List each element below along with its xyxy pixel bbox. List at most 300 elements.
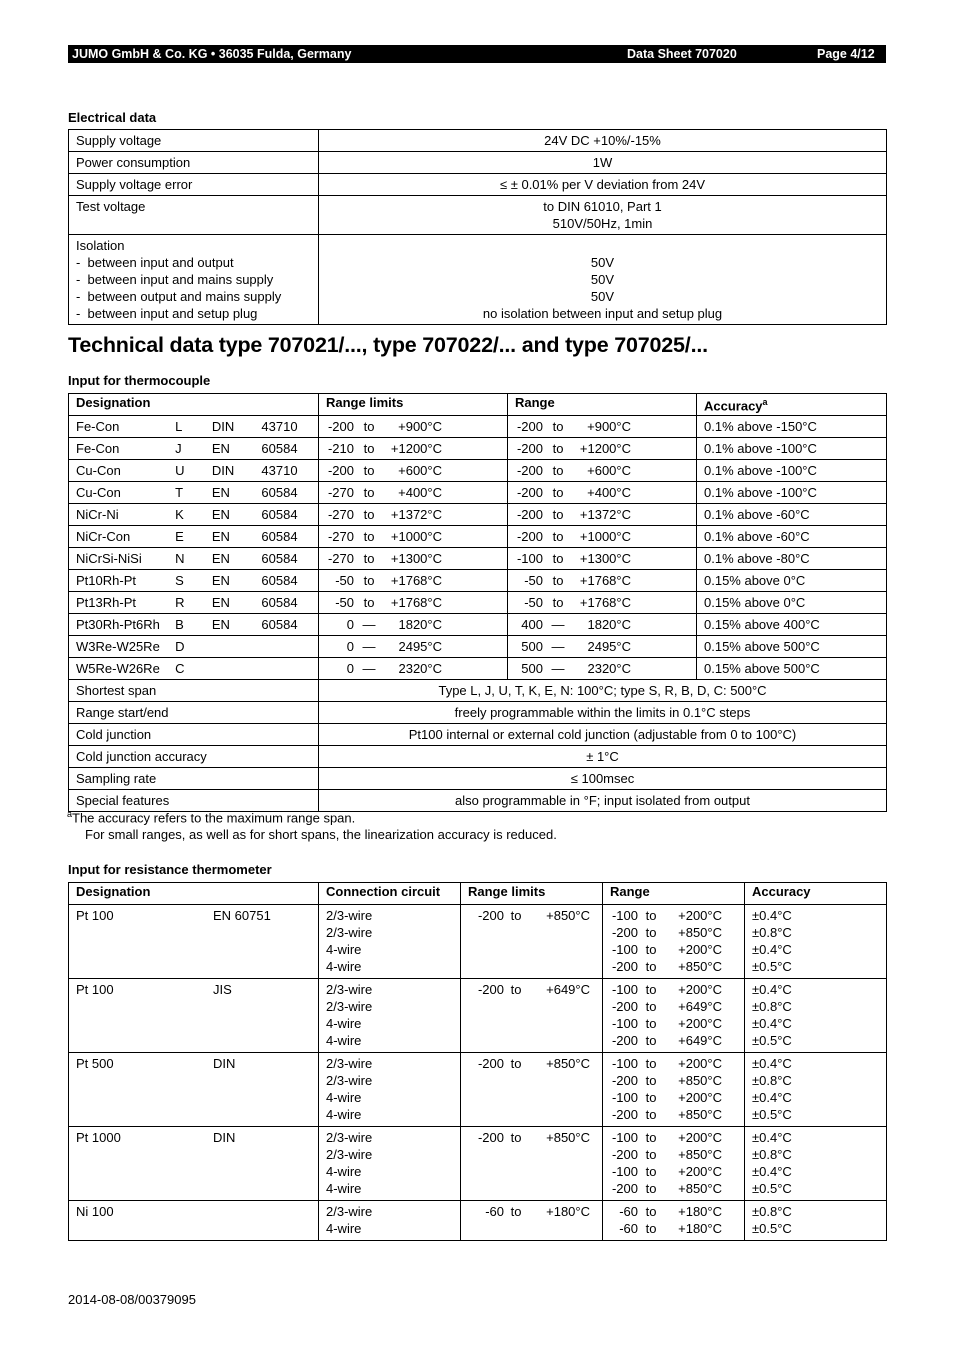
designation-std: EN <box>211 551 230 566</box>
range-line <box>610 907 737 924</box>
range-line-part: to <box>645 999 657 1014</box>
accuracy-line: ±0.4°C <box>752 942 792 957</box>
range-limits <box>326 462 500 479</box>
range-cell <box>508 438 697 460</box>
range-line-part: +850°C <box>678 959 722 974</box>
designation-name: Pt10Rh-Pt <box>76 573 136 588</box>
range-line <box>610 1203 737 1220</box>
designation-type: B <box>175 617 184 632</box>
range-line-part: +850°C <box>678 1147 722 1162</box>
range-line-part: to <box>645 1056 657 1071</box>
range-line-part: to <box>645 1147 657 1162</box>
designation <box>76 572 311 589</box>
range-line-part: to <box>645 1164 657 1179</box>
accuracy-cell: 0.15% above 400°C <box>697 614 887 636</box>
designation-std <box>212 660 262 677</box>
col-designation: Designation <box>69 883 319 905</box>
designation-num: 60584 <box>261 573 298 588</box>
designation-num: 43710 <box>261 419 298 434</box>
connection-line: 2/3-wire <box>326 1056 373 1071</box>
connection-line: 4-wire <box>326 1221 362 1236</box>
range-line-part: -200 <box>611 1147 638 1162</box>
connection-line: 2/3-wire <box>326 925 373 940</box>
designation-num: 60584 <box>261 529 298 544</box>
range-part: +600°C <box>587 463 631 478</box>
range-part: -200 <box>516 507 543 522</box>
spec-label: Sampling rate <box>69 768 319 790</box>
range-line-part: +180°C <box>678 1204 722 1219</box>
table-row <box>69 768 887 790</box>
range-limits <box>326 638 500 655</box>
designation-name: NiCr-Ni <box>76 507 119 522</box>
range-limits-part: — <box>362 661 376 676</box>
designation-cell <box>69 504 319 526</box>
designation-num: 60584 <box>261 617 298 632</box>
accuracy-line: ±0.4°C <box>752 982 792 997</box>
designation-type: S <box>175 573 184 588</box>
designation <box>76 418 311 435</box>
designation-name: Pt 100 <box>76 908 114 923</box>
table-row <box>69 658 887 680</box>
designation-type: J <box>175 441 182 456</box>
accuracy-cell: 0.15% above 0°C <box>697 570 887 592</box>
table-row <box>69 636 887 658</box>
table-row <box>69 1053 887 1127</box>
range-line-part: -200 <box>611 1107 638 1122</box>
rtd-table <box>68 882 887 1241</box>
range-line-part: -200 <box>611 1033 638 1048</box>
range-limits-part: to <box>510 1204 522 1219</box>
page-header-bar <box>68 45 886 63</box>
range-line-part: -200 <box>611 999 638 1014</box>
range-limits-cell <box>461 1053 603 1127</box>
col-accuracy: Accuracy <box>745 883 887 905</box>
range-limits-part: to <box>363 441 375 456</box>
designation <box>76 616 311 633</box>
value-line: 50V <box>590 272 615 287</box>
col-connection: Connection circuit <box>319 883 461 905</box>
value-line: 24V DC +10%/-15% <box>544 133 661 148</box>
value-line <box>326 237 879 254</box>
designation-std: DIN <box>213 1130 236 1145</box>
accuracy-line: ±0.4°C <box>752 1016 792 1031</box>
range-limits-part: -200 <box>327 463 354 478</box>
accuracy-cell: 0.1% above -60°C <box>697 504 887 526</box>
accuracy-cell <box>745 1127 887 1201</box>
range-limits-part: 0 <box>346 617 354 632</box>
range-limits-cell <box>319 526 508 548</box>
designation-cell <box>69 438 319 460</box>
range-limits <box>468 1203 595 1220</box>
range-limits <box>326 550 500 567</box>
range-limits-part: +900°C <box>398 419 442 434</box>
range-part: -50 <box>524 573 543 588</box>
range-line-part: -200 <box>611 925 638 940</box>
thermocouple-table <box>68 393 887 812</box>
label-line: - between input and setup plug <box>76 306 258 321</box>
range-limits-part: 1820°C <box>398 617 442 632</box>
designation-name: Pt13Rh-Pt <box>76 595 136 610</box>
range-line <box>610 1180 737 1197</box>
accuracy-line: ±0.8°C <box>752 1204 792 1219</box>
range-part: to <box>552 441 564 456</box>
range <box>515 660 689 677</box>
designation-std: EN <box>211 485 230 500</box>
range-line-part: to <box>645 1130 657 1145</box>
table-row <box>69 1127 887 1201</box>
table-row <box>69 570 887 592</box>
range-part: -200 <box>516 463 543 478</box>
range-line-part: to <box>645 982 657 997</box>
range-limits-cell <box>319 592 508 614</box>
range-limits-part: +1300°C <box>390 551 442 566</box>
range-line-part: -200 <box>611 1073 638 1088</box>
page-number: Page 4/12 <box>817 47 875 61</box>
range-part: — <box>551 661 565 676</box>
table-row <box>69 482 887 504</box>
range-line <box>610 1072 737 1089</box>
range-limits-cell <box>319 658 508 680</box>
range-part: +1000°C <box>579 529 631 544</box>
accuracy-cell <box>745 979 887 1053</box>
accuracy-cell: 0.15% above 500°C <box>697 658 887 680</box>
designation-num: 60584 <box>261 595 298 610</box>
designation-name: Cu-Con <box>76 485 121 500</box>
table-row <box>69 438 887 460</box>
designation-std: JIS <box>213 982 232 997</box>
range-part: -200 <box>516 529 543 544</box>
range-line-part: to <box>645 1073 657 1088</box>
range-line-part: -100 <box>611 908 638 923</box>
table-row <box>69 526 887 548</box>
range-part: -50 <box>524 595 543 610</box>
electrical-row <box>69 174 887 196</box>
table-row <box>69 905 887 979</box>
range-limits-part: -200 <box>327 419 354 434</box>
spec-label: Shortest span <box>69 680 319 702</box>
range-limits-cell <box>319 416 508 438</box>
connection-line: 2/3-wire <box>326 1204 373 1219</box>
spec-value: ± 1°C <box>319 746 887 768</box>
table-row <box>69 1201 887 1241</box>
accuracy-cell <box>745 905 887 979</box>
range-limits-part: — <box>362 617 376 632</box>
range-part: 2320°C <box>587 661 631 676</box>
designation <box>76 462 311 479</box>
accuracy-line: ±0.5°C <box>752 1033 792 1048</box>
electrical-row <box>69 130 887 152</box>
accuracy-line: ±0.4°C <box>752 1130 792 1145</box>
designation-cell <box>69 1127 319 1201</box>
range-limits-part: to <box>510 982 522 997</box>
designation-type: R <box>175 595 185 610</box>
range-line-part: +850°C <box>678 1073 722 1088</box>
electrical-label <box>69 130 319 152</box>
connection-cell <box>319 1201 461 1241</box>
accuracy-line: ±0.4°C <box>752 908 792 923</box>
connection-line: 4-wire <box>326 1107 362 1122</box>
designation-name: Fe-Con <box>76 441 120 456</box>
spec-value: freely programmable within the limits in 0.1°C steps <box>319 702 887 724</box>
accuracy-line: ±0.4°C <box>752 1090 792 1105</box>
range-line-part: -100 <box>611 1130 638 1145</box>
range-cell <box>508 658 697 680</box>
range-part: 2495°C <box>587 639 631 654</box>
table-row <box>69 979 887 1053</box>
accuracy-cell: 0.15% above 500°C <box>697 636 887 658</box>
range-part: 500 <box>521 639 543 654</box>
designation <box>76 660 311 677</box>
designation-cell <box>69 636 319 658</box>
range-line-part: -200 <box>611 1181 638 1196</box>
col-range-limits: Range limits <box>461 883 603 905</box>
range-limits <box>468 981 595 998</box>
range-line <box>610 941 737 958</box>
label-line: Supply voltage error <box>76 177 193 192</box>
range-line-part: -100 <box>611 982 638 997</box>
range-limits-part: to <box>363 507 375 522</box>
range-cell <box>508 504 697 526</box>
value-line: ≤ ± 0.01% per V deviation from 24V <box>499 177 706 192</box>
designation-name: Pt 1000 <box>76 1130 121 1145</box>
range-line <box>610 981 737 998</box>
table-row <box>69 680 887 702</box>
range-part: -200 <box>516 419 543 434</box>
accuracy-line: ±0.5°C <box>752 1221 792 1236</box>
designation-type: U <box>175 463 185 478</box>
company-name: JUMO GmbH & Co. KG • 36035 Fulda, Germany <box>72 47 352 61</box>
range-cell <box>508 636 697 658</box>
range-part: +1768°C <box>579 573 631 588</box>
range-cell <box>603 1201 745 1241</box>
range-line-part: +180°C <box>678 1221 722 1236</box>
range-line-part: +200°C <box>678 942 722 957</box>
accuracy-line: ±0.8°C <box>752 925 792 940</box>
connection-line: 4-wire <box>326 1164 362 1179</box>
range-line-part: +200°C <box>678 1016 722 1031</box>
connection-cell <box>319 1053 461 1127</box>
designation-name: Cu-Con <box>76 463 121 478</box>
table-row <box>69 460 887 482</box>
range-part: 1820°C <box>587 617 631 632</box>
designation-num: 60584 <box>261 551 298 566</box>
spec-label: Cold junction <box>69 724 319 746</box>
designation-num: 60584 <box>261 507 298 522</box>
designation-cell <box>69 905 319 979</box>
designation-cell <box>69 416 319 438</box>
label-line: Isolation <box>76 238 125 253</box>
designation-type: L <box>175 419 183 434</box>
range-line <box>610 1055 737 1072</box>
range <box>515 418 689 435</box>
range-limits-part: — <box>362 639 376 654</box>
electrical-row <box>69 196 887 235</box>
designation-type: D <box>175 639 185 654</box>
connection-cell <box>319 905 461 979</box>
range-limits-part: 0 <box>346 639 354 654</box>
designation-std: DIN <box>211 419 235 434</box>
range-limits-cell <box>319 460 508 482</box>
connection-cell <box>319 979 461 1053</box>
range-limits-part: 2320°C <box>398 661 442 676</box>
spec-label: Special features <box>69 790 319 812</box>
designation-name: NiCr-Con <box>76 529 131 544</box>
range-line-part: to <box>645 1181 657 1196</box>
designation <box>76 440 311 457</box>
designation-std: EN <box>211 529 230 544</box>
range-line <box>610 1129 737 1146</box>
designation <box>76 907 311 924</box>
range-limits <box>468 1129 595 1146</box>
electrical-value <box>319 235 887 325</box>
designation <box>76 528 311 545</box>
designation <box>76 594 311 611</box>
accuracy-line: ±0.5°C <box>752 1107 792 1122</box>
range-limits-part: to <box>363 463 375 478</box>
range-cell <box>603 1053 745 1127</box>
connection-line: 4-wire <box>326 1033 362 1048</box>
designation <box>76 550 311 567</box>
range-limits <box>326 616 500 633</box>
accuracy-line: ±0.8°C <box>752 999 792 1014</box>
connection-line: 4-wire <box>326 1016 362 1031</box>
range-line <box>610 924 737 941</box>
table-row <box>69 702 887 724</box>
range-limits-part: +1200°C <box>390 441 442 456</box>
designation-type: C <box>175 661 185 676</box>
range-line-part: +850°C <box>678 1107 722 1122</box>
designation-num: 60584 <box>261 485 298 500</box>
range <box>515 528 689 545</box>
range-limits-part: -50 <box>335 595 354 610</box>
connection-line: 2/3-wire <box>326 1130 373 1145</box>
designation-num <box>261 660 311 677</box>
accuracy-cell: 0.1% above -80°C <box>697 548 887 570</box>
table-row <box>69 416 887 438</box>
electrical-heading: Electrical data <box>68 110 157 125</box>
range-limits-part: to <box>510 1130 522 1145</box>
accuracy-line: ±0.5°C <box>752 1181 792 1196</box>
range-line-part: +200°C <box>678 1090 722 1105</box>
table-row <box>69 548 887 570</box>
range-line-part: -100 <box>611 1056 638 1071</box>
range-line <box>610 958 737 975</box>
table-row <box>69 746 887 768</box>
electrical-label <box>69 196 319 235</box>
range-limits-part: -60 <box>485 1204 504 1219</box>
range-part: to <box>552 529 564 544</box>
range-part: 500 <box>521 661 543 676</box>
range-line <box>610 1220 737 1237</box>
range-cell <box>603 905 745 979</box>
range-limits-part: +850°C <box>546 1056 590 1071</box>
document-date: 2014-08-08/00379095 <box>68 1292 196 1307</box>
main-heading: Technical data type 707021/..., type 707022/... and type 707025/... <box>68 333 708 357</box>
accuracy-line: ±0.4°C <box>752 1056 792 1071</box>
range-line <box>610 1032 737 1049</box>
designation-std: EN 60751 <box>213 908 271 923</box>
range-part: to <box>552 551 564 566</box>
connection-line: 2/3-wire <box>326 908 373 923</box>
connection-line: 2/3-wire <box>326 999 373 1014</box>
designation-std: EN <box>211 441 230 456</box>
designation-cell <box>69 570 319 592</box>
range-line-part: +200°C <box>678 1164 722 1179</box>
range-limits <box>326 528 500 545</box>
range-line-part: to <box>645 908 657 923</box>
range-line-part: -100 <box>611 1090 638 1105</box>
range-limits-part: +400°C <box>398 485 442 500</box>
electrical-label <box>69 152 319 174</box>
range-limits <box>326 660 500 677</box>
table-row <box>69 724 887 746</box>
designation-type: K <box>175 507 184 522</box>
range-part: to <box>552 595 564 610</box>
designation-name: Pt30Rh-Pt6Rh <box>76 617 160 632</box>
table-row <box>69 504 887 526</box>
connection-line: 2/3-wire <box>326 1073 373 1088</box>
range-part: +1372°C <box>579 507 631 522</box>
designation-cell <box>69 658 319 680</box>
label-line: - between input and output <box>76 255 234 270</box>
accuracy-cell: 0.15% above 0°C <box>697 592 887 614</box>
range-limits-cell <box>319 636 508 658</box>
range-limits-part: -270 <box>327 529 354 544</box>
electrical-row <box>69 235 887 325</box>
range-cell <box>603 1127 745 1201</box>
range-limits-part: 0 <box>346 661 354 676</box>
range-limits <box>326 484 500 501</box>
range-part: to <box>552 485 564 500</box>
range-line-part: to <box>645 1033 657 1048</box>
connection-line: 4-wire <box>326 1090 362 1105</box>
range-cell <box>508 548 697 570</box>
col-range-limits: Range limits <box>319 394 508 416</box>
designation <box>76 638 311 655</box>
range-limits-cell <box>319 504 508 526</box>
electrical-label <box>69 235 319 325</box>
range-limits-part: to <box>363 485 375 500</box>
range-limits-part: to <box>363 419 375 434</box>
range-limits <box>468 1055 595 1072</box>
electrical-label <box>69 174 319 196</box>
rtd-heading: Input for resistance thermometer <box>68 862 272 877</box>
range-limits-part: +850°C <box>546 908 590 923</box>
range-limits <box>326 594 500 611</box>
designation-std: DIN <box>211 463 235 478</box>
range <box>515 594 689 611</box>
designation-name: Pt 500 <box>76 1056 114 1071</box>
range-line-part: -60 <box>619 1221 638 1236</box>
electrical-value <box>319 174 887 196</box>
designation-std: EN <box>211 595 230 610</box>
range-limits-cell <box>461 1127 603 1201</box>
range <box>515 506 689 523</box>
range-line-part: +200°C <box>678 1130 722 1145</box>
accuracy-cell: 0.1% above -100°C <box>697 482 887 504</box>
designation-num: 43710 <box>261 463 298 478</box>
range-limits-part: to <box>510 908 522 923</box>
range-limits <box>326 418 500 435</box>
range-limits-cell <box>461 979 603 1053</box>
col-designation: Designation <box>69 394 319 416</box>
designation-type: N <box>175 551 185 566</box>
spec-label: Range start/end <box>69 702 319 724</box>
range-line-part: to <box>645 1090 657 1105</box>
range-line-part: to <box>645 1204 657 1219</box>
spec-value: ≤ 100msec <box>319 768 887 790</box>
range-limits <box>326 572 500 589</box>
